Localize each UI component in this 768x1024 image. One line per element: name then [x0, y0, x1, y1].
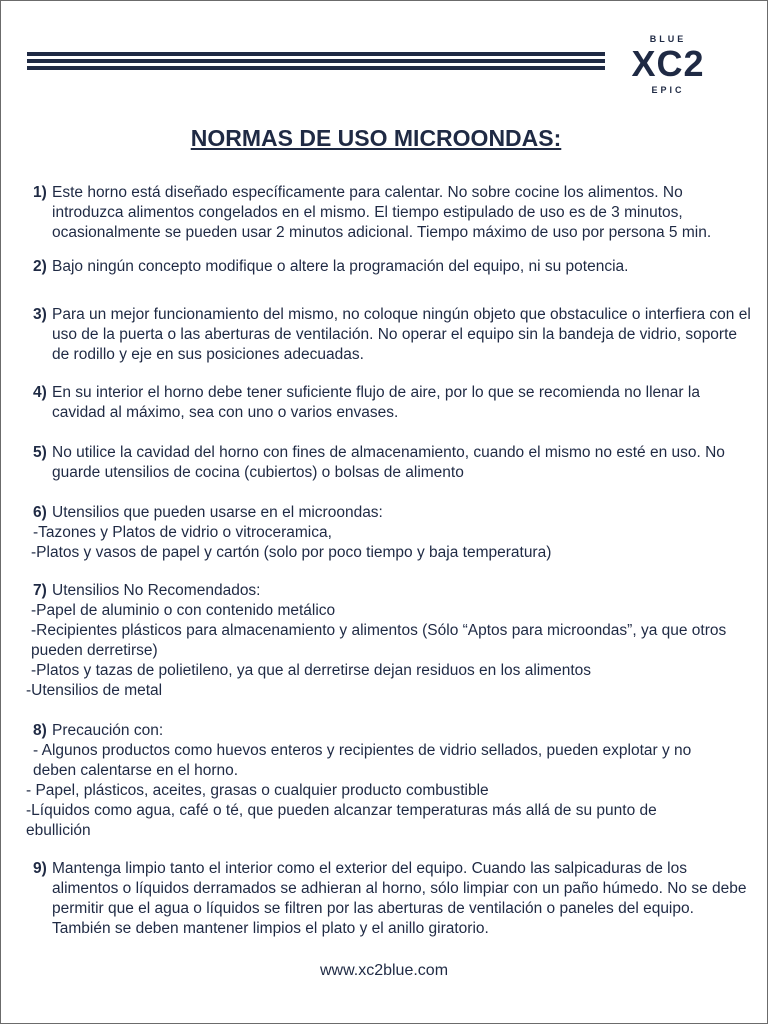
rule-number: 2) [33, 258, 47, 275]
logo-main-text: XC2 [631, 43, 705, 84]
header-stripes [27, 52, 605, 73]
rule-item-2 [26, 257, 756, 277]
list-item: -Platos y vasos de papel y cartón (solo por poco tiempo y baja temperatura) [31, 544, 552, 561]
rule-text: Bajo ningún concepto modifique o altere la programación del equipo, ni su potencia. [52, 258, 629, 275]
logo-top-text: BLUE [649, 34, 687, 44]
list-item: -Utensilios de metal [26, 682, 163, 699]
rule-number: 9) [33, 860, 47, 877]
rule-text: Para un mejor funcionamiento del mismo, no coloque ningún objeto que obstaculice o interfiera con el uso de la puerta o las aberturas de ventilación. No operar el equipo sin la bandeja de vidrio, soporte de rodillo y eje en sus posiciones adecuadas. [52, 306, 751, 363]
logo-bottom-text: EPIC [651, 85, 685, 95]
rule-number: 6) [33, 504, 47, 521]
rule-number: 1) [33, 184, 47, 201]
rule-item-9 [26, 859, 756, 939]
rule-item-3 [26, 305, 756, 365]
rule-text: Mantenga limpio tanto el interior como el exterior del equipo. Cuando las salpicaduras de los alimentos o líquidos derramados se adhieran al horno, sólo limpiar con un paño húmedo. No se debe permitir que el agua o líquidos se filtren por las aberturas de ventilación o paneles del equipo. También se deben mantener limpios el plato y el anillo giratorio. [52, 860, 747, 937]
list-item: -Tazones y Platos de vidrio o vitroceramica, [33, 524, 332, 541]
rules-list [26, 183, 756, 939]
brand-logo [610, 36, 726, 96]
rule-number: 4) [33, 384, 47, 401]
rule-text: Este horno está diseñado específicamente para calentar. No sobre cocine los alimentos. No introduzca alimentos congelados en el mismo. El tiempo estipulado de uso es de 3 minutos, ocasionalmente se pueden usar 2 minutos adicional. Tiempo máximo de uso por persona 5 min. [52, 184, 712, 241]
rule-text: Utensilios No Recomendados: [52, 582, 261, 599]
rule-item-7 [26, 581, 756, 701]
rule-number: 3) [33, 306, 47, 323]
rule-number: 5) [33, 444, 47, 461]
list-item: -Líquidos como agua, café o té, que pueden alcanzar temperaturas más allá de su punto de ebullición [26, 802, 657, 839]
page-title: NORMAS DE USO MICROONDAS: [190, 125, 562, 151]
rule-item-5 [26, 443, 756, 483]
rule-text: No utilice la cavidad del horno con fines de almacenamiento, cuando el mismo no esté en uso. No guarde utensilios de cocina (cubiertos) o bolsas de alimento [52, 444, 725, 481]
rule-item-6 [26, 503, 756, 563]
rule-item-4 [26, 383, 756, 423]
list-item: - Algunos productos como huevos enteros y recipientes de vidrio sellados, pueden explotar y no deben calentarse en el horno. [33, 742, 692, 779]
rule-text: Precaución con: [52, 722, 164, 739]
rule-number: 7) [33, 582, 47, 599]
list-item: -Recipientes plásticos para almacenamiento y alimentos (Sólo “Aptos para microondas”, ya que otros pueden derretirse) [31, 622, 727, 659]
rule-item-1 [26, 183, 756, 243]
list-item: -Papel de aluminio o con contenido metálico [31, 602, 336, 619]
rule-text: En su interior el horno debe tener suficiente flujo de aire, por lo que se recomienda no llenar la cavidad al máximo, sea con uno o varios envases. [52, 384, 700, 421]
footer-url: www.xc2blue.com [319, 962, 449, 979]
rule-text: Utensilios que pueden usarse en el microondas: [52, 504, 383, 521]
list-item: - Papel, plásticos, aceites, grasas o cualquier producto combustible [26, 782, 489, 799]
rule-item-8 [26, 721, 756, 841]
list-item: -Platos y tazas de polietileno, ya que al derretirse dejan residuos en los alimentos [31, 662, 592, 679]
rule-number: 8) [33, 722, 47, 739]
